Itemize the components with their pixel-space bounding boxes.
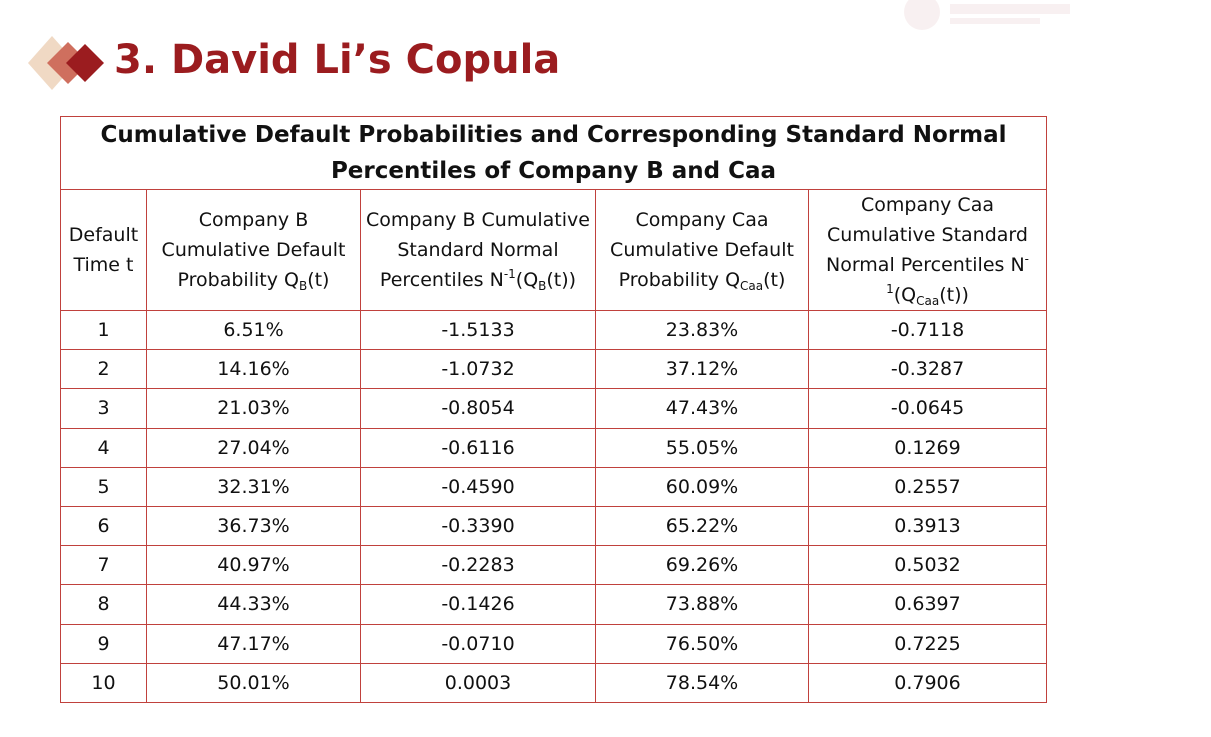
table-row [61, 350, 1047, 389]
company-b-percentile-cell: -0.2283 [361, 546, 596, 585]
company-b-percentile-cell: -0.0710 [361, 624, 596, 663]
company-b-percentile-cell: -0.8054 [361, 389, 596, 428]
header-company-caa-percentile: Company Caa Cumulative Standard Normal Percentiles N- $^1(Q_{Caa}(t))$ [809, 190, 1047, 311]
table-header-row [61, 190, 1047, 311]
company-caa-probability-cell: 65.22% [596, 506, 809, 545]
table-row [61, 311, 1047, 350]
header-company-b-probability: Company B Cumulative Default Probability $Q_B(t)$ [147, 190, 361, 311]
company-b-percentile-cell: -1.0732 [361, 350, 596, 389]
default-probability-table [60, 116, 1047, 703]
company-b-percentile-cell: -0.4590 [361, 467, 596, 506]
company-caa-percentile-cell: 0.7906 [809, 663, 1047, 702]
default-time-cell: 7 [61, 546, 147, 585]
company-b-probability-cell: 40.97% [147, 546, 361, 585]
table-row [61, 663, 1047, 702]
company-caa-percentile-cell: -0.7118 [809, 311, 1047, 350]
company-b-percentile-cell: -0.3390 [361, 506, 596, 545]
company-caa-probability-cell: 47.43% [596, 389, 809, 428]
table-caption-row [61, 117, 1047, 190]
table-row [61, 546, 1047, 585]
default-time-cell: 8 [61, 585, 147, 624]
company-caa-probability-cell: 37.12% [596, 350, 809, 389]
company-caa-percentile-cell: 0.5032 [809, 546, 1047, 585]
default-time-cell: 9 [61, 624, 147, 663]
company-caa-percentile-cell: 0.1269 [809, 428, 1047, 467]
table-row [61, 624, 1047, 663]
table-row [61, 585, 1047, 624]
company-caa-probability-cell: 78.54% [596, 663, 809, 702]
default-time-cell: 1 [61, 311, 147, 350]
company-b-percentile-cell: 0.0003 [361, 663, 596, 702]
company-caa-percentile-cell: 0.6397 [809, 585, 1047, 624]
company-b-probability-cell: 47.17% [147, 624, 361, 663]
company-caa-probability-cell: 23.83% [596, 311, 809, 350]
company-b-percentile-cell: -1.5133 [361, 311, 596, 350]
company-caa-percentile-cell: 0.2557 [809, 467, 1047, 506]
diamond-logo-icon [28, 36, 112, 90]
company-b-probability-cell: 14.16% [147, 350, 361, 389]
company-caa-probability-cell: 73.88% [596, 585, 809, 624]
company-b-percentile-cell: -0.6116 [361, 428, 596, 467]
company-caa-percentile-cell: 0.7225 [809, 624, 1047, 663]
table-row [61, 506, 1047, 545]
table-row [61, 467, 1047, 506]
company-caa-percentile-cell: 0.3913 [809, 506, 1047, 545]
company-b-probability-cell: 6.51% [147, 311, 361, 350]
company-b-probability-cell: 44.33% [147, 585, 361, 624]
company-b-probability-cell: 32.31% [147, 467, 361, 506]
header-default-time: Default Time t [61, 190, 147, 311]
watermark-logo-icon [900, 0, 1080, 34]
default-time-cell: 5 [61, 467, 147, 506]
header-company-caa-probability: Company Caa Cumulative Default Probability $Q_{Caa}(t)$ [596, 190, 809, 311]
header-company-b-percentile: Company B Cumulative Standard Normal Percentiles $N^{-1}(Q_B(t))$ [361, 190, 596, 311]
company-caa-probability-cell: 60.09% [596, 467, 809, 506]
table-row [61, 389, 1047, 428]
default-time-cell: 3 [61, 389, 147, 428]
company-caa-probability-cell: 76.50% [596, 624, 809, 663]
default-time-cell: 2 [61, 350, 147, 389]
default-time-cell: 10 [61, 663, 147, 702]
company-caa-percentile-cell: -0.0645 [809, 389, 1047, 428]
company-b-probability-cell: 27.04% [147, 428, 361, 467]
company-b-probability-cell: 50.01% [147, 663, 361, 702]
company-b-probability-cell: 21.03% [147, 389, 361, 428]
company-caa-probability-cell: 69.26% [596, 546, 809, 585]
company-b-probability-cell: 36.73% [147, 506, 361, 545]
default-time-cell: 4 [61, 428, 147, 467]
company-b-percentile-cell: -0.1426 [361, 585, 596, 624]
company-caa-percentile-cell: -0.3287 [809, 350, 1047, 389]
table-caption-line-2: Percentiles of Company B and Caa [330, 158, 777, 184]
table-row [61, 428, 1047, 467]
table-body [61, 311, 1047, 703]
table-caption-line-1: Cumulative Default Probabilities and Corresponding Standard Normal [100, 122, 1007, 148]
page-title: 3. David Li’s Copula [114, 37, 561, 83]
table-caption [61, 117, 1047, 190]
company-caa-probability-cell: 55.05% [596, 428, 809, 467]
default-time-cell: 6 [61, 506, 147, 545]
